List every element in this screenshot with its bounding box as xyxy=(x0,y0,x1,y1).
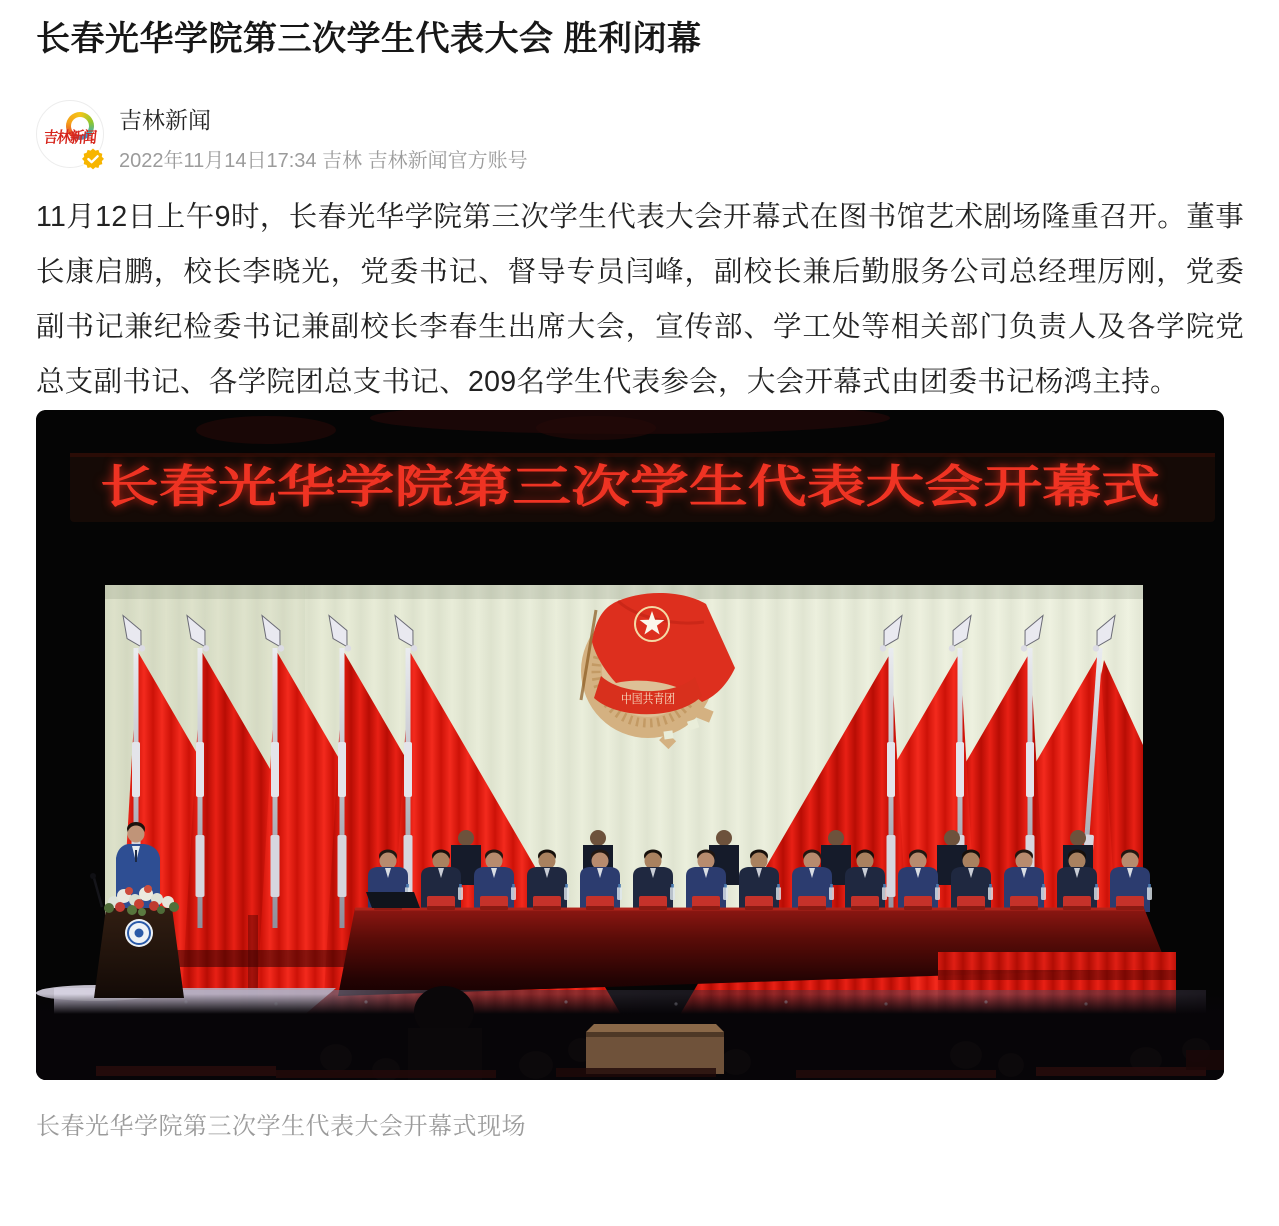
photo-caption: 长春光华学院第三次学生代表大会开幕式现场 xyxy=(36,1112,526,1140)
stage-photo-scene xyxy=(36,410,1224,1080)
avatar-logo-text: 吉林新闻 xyxy=(43,127,97,146)
article-paragraph: 11月12日上午9时，长春光华学院第三次学生代表大会开幕式在图书馆艺术剧场隆重召开。董事长康启鹏，校长李晓光，党委书记、督导专员闫峰，副校长兼后勤服务公司总经理厉刚，党委副书记兼纪检委书记兼副校长李春生出席大会，宣传部、学工处等相关部门负责人及各学院党总支副书记、各学院团总支书记、209名学生代表参会，大会开幕式由团委书记杨鸿主持。 xyxy=(36,200,1244,398)
author-text xyxy=(119,100,528,173)
author-name[interactable]: 吉林新闻 xyxy=(119,106,211,133)
page-title: 长春光华学院第三次学生代表大会 胜利闭幕 xyxy=(36,20,702,58)
school-emblem-icon xyxy=(125,919,153,947)
article-page xyxy=(0,16,1279,1141)
aisle-step xyxy=(586,1024,724,1074)
author-meta: 2022年11月14日17:34 吉林 吉林新闻官方账号 xyxy=(119,149,528,172)
led-banner xyxy=(70,453,1215,522)
article-photo[interactable] xyxy=(36,410,1224,1080)
avatar[interactable] xyxy=(36,100,104,168)
emblem-text: 中国共青团 xyxy=(621,691,684,706)
author-row xyxy=(36,100,1244,172)
audience-area xyxy=(36,986,1224,1080)
banner-text: 长春光华学院第三次学生代表大会开幕式 xyxy=(100,460,1160,512)
article-figure xyxy=(36,410,1244,1141)
laptop xyxy=(366,892,420,908)
verified-badge-icon xyxy=(81,147,105,171)
